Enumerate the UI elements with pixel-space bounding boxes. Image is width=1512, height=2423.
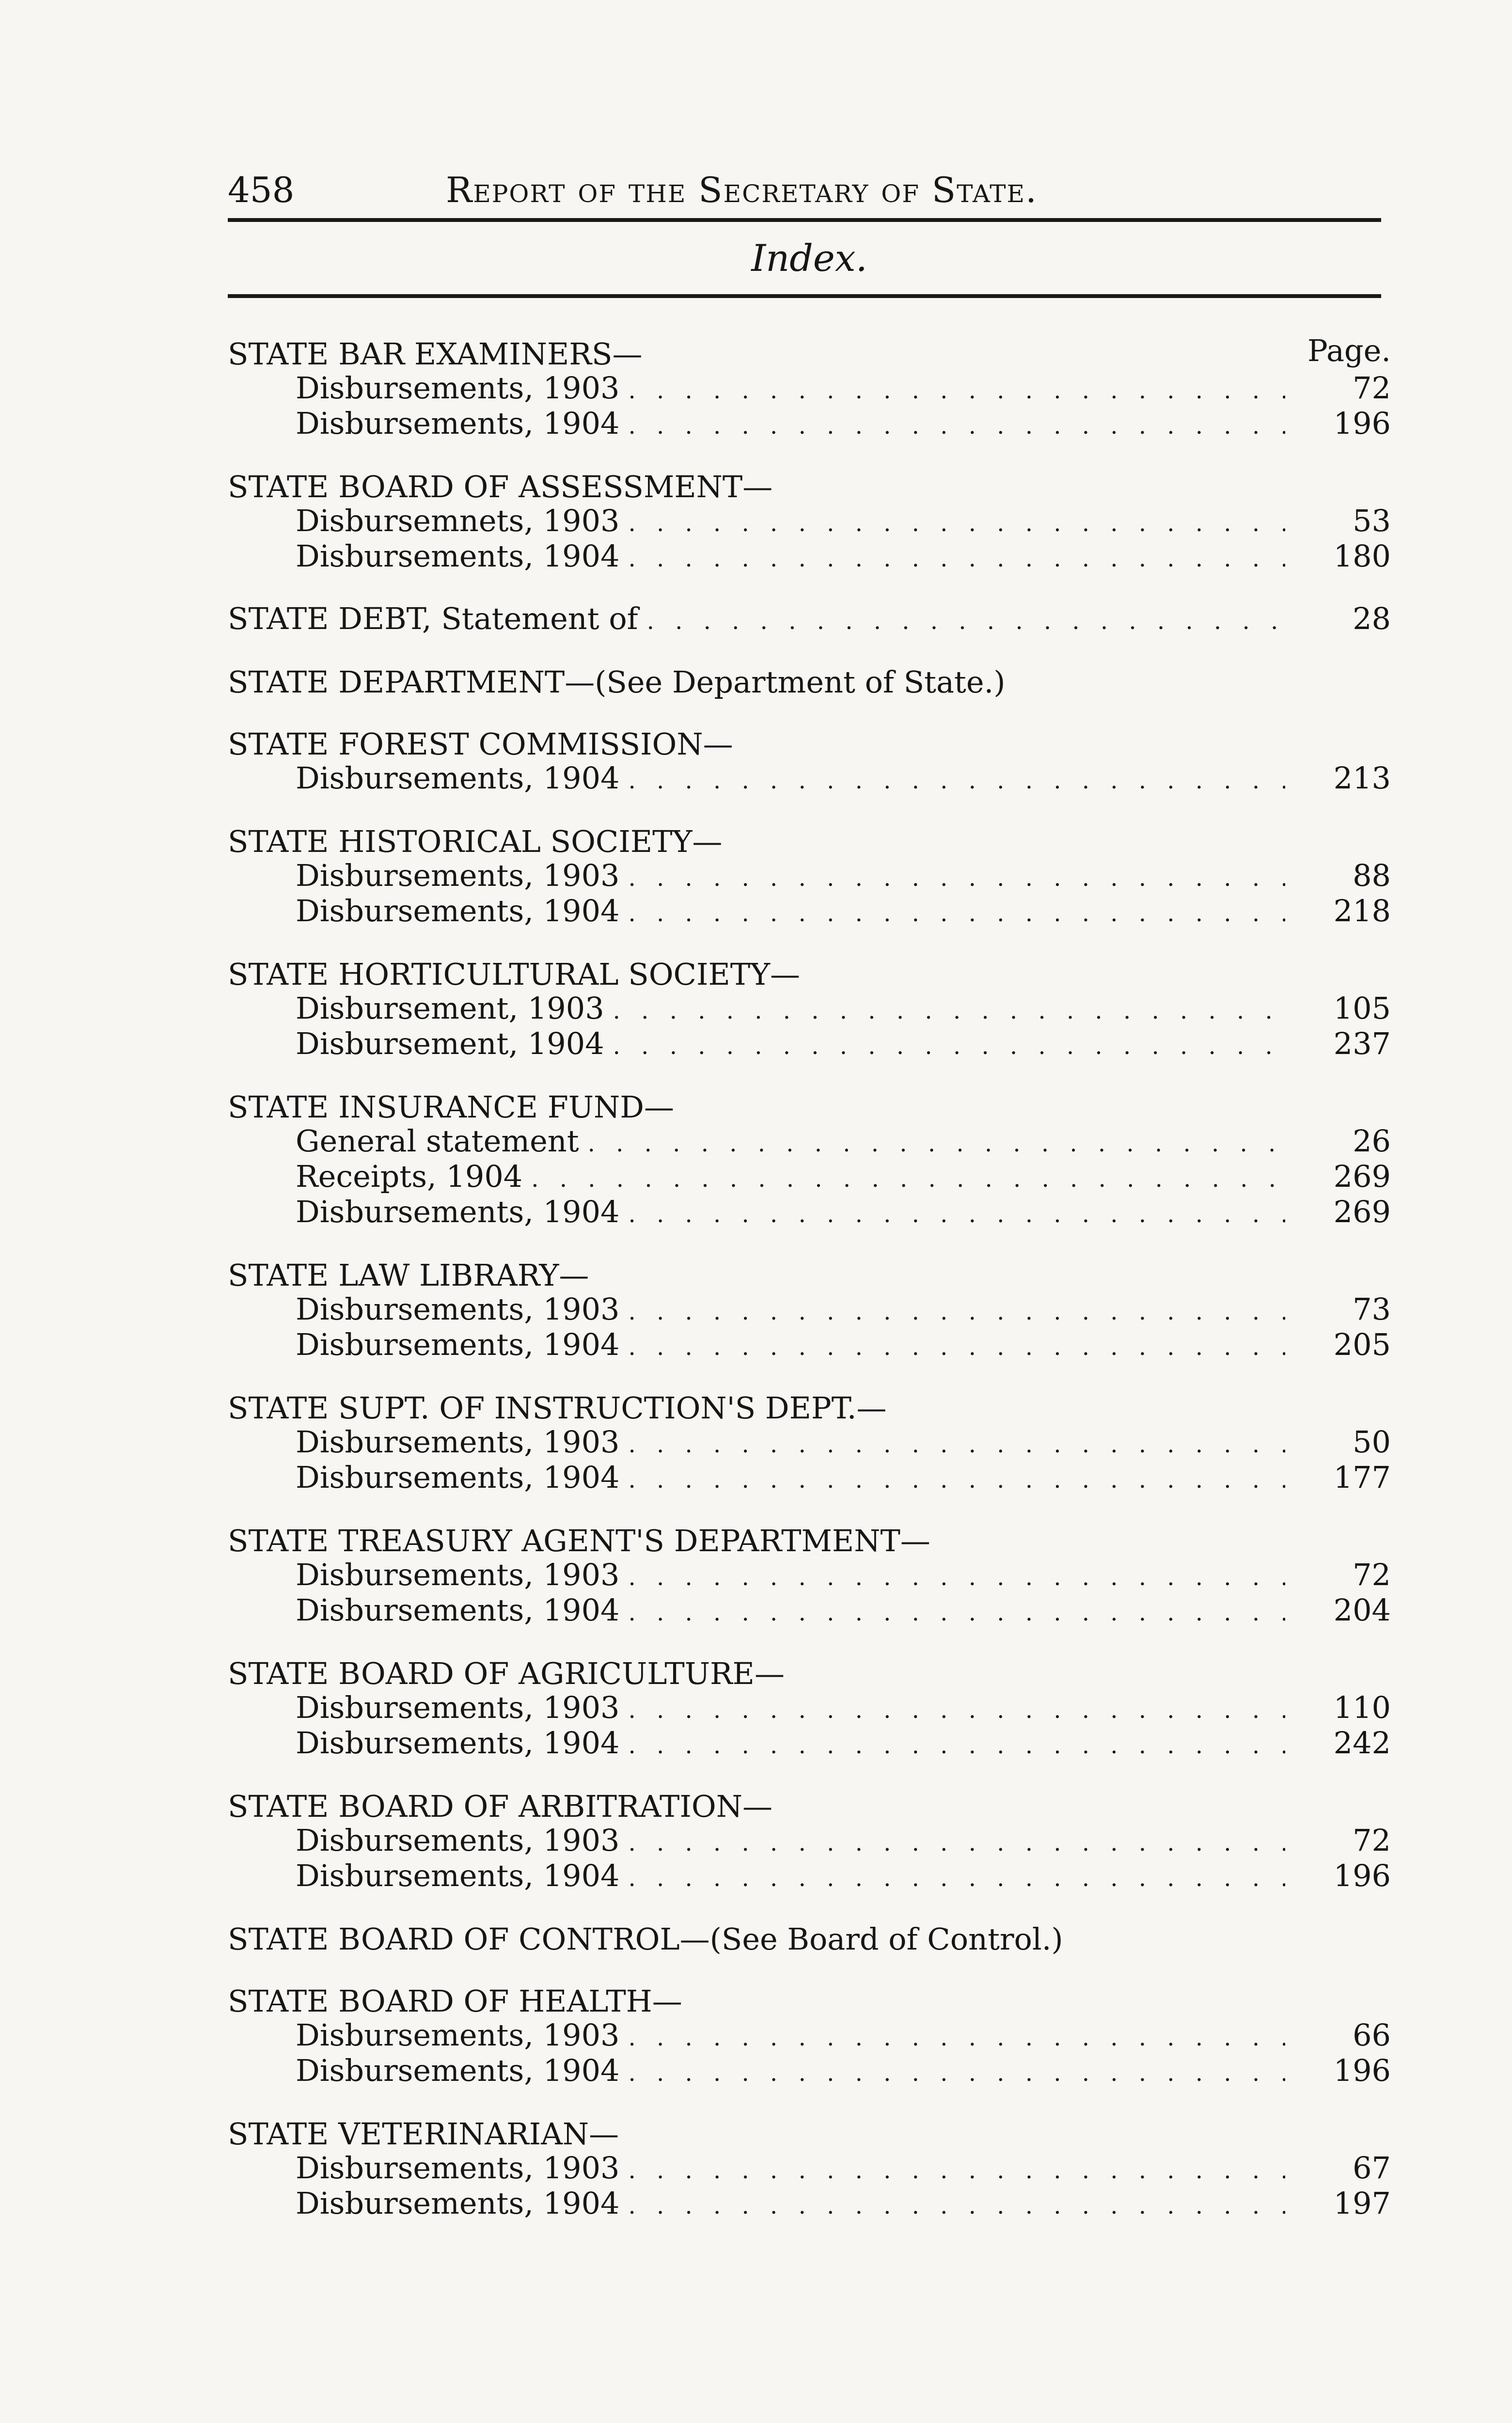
index-entry (228, 727, 1391, 797)
index-subentry (228, 1160, 1391, 1196)
dot-leader (628, 2057, 1285, 2090)
top-rule (228, 218, 1381, 222)
dot-leader (628, 1295, 1285, 1328)
entry-heading: STATE BOARD OF ASSESSMENT— (228, 469, 773, 504)
dot-leader (628, 542, 1285, 575)
index-entry (228, 1922, 1391, 1957)
page-ref: 50 (1353, 1424, 1391, 1460)
dot-leader (628, 1198, 1285, 1231)
entry-heading: STATE SUPT. OF INSTRUCTION'S DEPT.— (228, 1390, 887, 1426)
index-subentry (228, 2187, 1391, 2222)
subentry-text: Disbursement, 1903 (296, 991, 604, 1026)
page-ref: 72 (1353, 1823, 1391, 1858)
dot-leader (628, 409, 1285, 442)
running-title: Report of the Secretary of State. (446, 170, 1038, 210)
page-ref: 72 (1353, 1557, 1391, 1592)
index-entry (228, 602, 1391, 638)
page-ref: 73 (1353, 1291, 1391, 1327)
dot-leader (628, 1729, 1285, 1762)
index-subentry (228, 2152, 1391, 2187)
page-ref: 205 (1333, 1327, 1391, 1362)
dot-leader (628, 1561, 1285, 1594)
document-page (228, 160, 1391, 2341)
page-ref: 204 (1333, 1592, 1391, 1628)
running-header (228, 160, 1391, 218)
page-ref: 197 (1333, 2186, 1391, 2221)
index-subentry (228, 1426, 1391, 1461)
subentry-text: Disbursements, 1904 (296, 1858, 620, 1893)
subentry-text: Disbursements, 1904 (296, 1194, 620, 1229)
index-entry (228, 957, 1391, 1063)
dot-leader (647, 605, 1285, 638)
page-ref: 180 (1333, 538, 1391, 574)
index-entry (228, 1524, 1391, 1629)
dot-leader (628, 1331, 1285, 1364)
index-entry (228, 1258, 1391, 1364)
index-subentry (228, 1293, 1391, 1328)
page-ref: 196 (1333, 406, 1391, 441)
page-ref: 53 (1353, 503, 1391, 538)
subentry-text: Disbursements, 1903 (296, 858, 620, 893)
entry-heading: STATE BOARD OF CONTROL—(See Board of Control.) (228, 1921, 1063, 1957)
index-subentry (228, 1859, 1391, 1895)
subentry-text: Disbursements, 1904 (296, 1327, 620, 1362)
index-subentry (228, 895, 1391, 930)
page-ref: 105 (1333, 991, 1391, 1026)
entry-heading: STATE BOARD OF HEALTH— (228, 1983, 682, 2019)
index-subentry (228, 2054, 1391, 2090)
subentry-text: Disbursements, 1904 (296, 893, 620, 928)
subentry-text: Disbursements, 1903 (296, 2150, 620, 2186)
entry-heading: STATE BAR EXAMINERS— (228, 336, 643, 372)
dot-leader (628, 2154, 1285, 2187)
page-ref: 269 (1333, 1194, 1391, 1229)
subentry-text: Disbursements, 1903 (296, 1690, 620, 1725)
dot-leader (628, 2189, 1285, 2222)
page-ref: 237 (1333, 1026, 1391, 1061)
index-subentry (228, 1824, 1391, 1859)
page-ref: 213 (1333, 760, 1391, 796)
page-ref: 196 (1333, 2053, 1391, 2088)
entry-heading: STATE HISTORICAL SOCIETY— (228, 824, 723, 859)
page-ref: 110 (1333, 1690, 1391, 1725)
dot-leader (613, 994, 1285, 1027)
subentry-text: Disbursemnets, 1903 (296, 503, 620, 538)
index-entry (228, 824, 1391, 930)
dot-leader (531, 1163, 1285, 1196)
dot-leader (628, 1428, 1285, 1461)
index-subentry (228, 1196, 1391, 1231)
index-entries (228, 337, 1391, 2222)
page-ref: 67 (1353, 2150, 1391, 2186)
entry-heading: STATE LAW LIBRARY— (228, 1258, 589, 1293)
index-subentry (228, 1125, 1391, 1160)
index-subentry (228, 1328, 1391, 1364)
page-ref: 66 (1353, 2017, 1391, 2053)
subentry-text: Disbursements, 1903 (296, 1823, 620, 1858)
entry-heading: STATE DEBT, Statement of (228, 601, 638, 636)
page-ref: 28 (1353, 601, 1391, 636)
dot-leader (628, 1694, 1285, 1727)
index-entry (228, 337, 1391, 442)
subentry-text: Disbursements, 1903 (296, 1557, 620, 1592)
dot-leader (628, 764, 1285, 797)
page-ref: 177 (1333, 1460, 1391, 1495)
subentry-text: Disbursements, 1904 (296, 760, 620, 796)
index-subentry (228, 1727, 1391, 1762)
page-ref: 88 (1353, 858, 1391, 893)
index-subentry (228, 372, 1391, 407)
subentry-text: Disbursements, 1903 (296, 2017, 620, 2053)
dot-leader (628, 1596, 1285, 1629)
page-ref: 196 (1333, 1858, 1391, 1893)
subentry-text: General statement (296, 1123, 579, 1159)
page-ref: 242 (1333, 1725, 1391, 1761)
page-ref: 72 (1353, 370, 1391, 406)
index-subentry (228, 762, 1391, 797)
subentry-text: Disbursements, 1904 (296, 1725, 620, 1761)
entry-heading: STATE TREASURY AGENT'S DEPARTMENT— (228, 1523, 930, 1558)
subentry-text: Disbursements, 1904 (296, 2186, 620, 2221)
subentry-text: Disbursements, 1903 (296, 370, 620, 406)
index-subentry (228, 1461, 1391, 1496)
index-subentry (228, 1027, 1391, 1063)
index-subentry (228, 859, 1391, 895)
subentry-text: Disbursements, 1904 (296, 1460, 620, 1495)
index-subentry (228, 2019, 1391, 2054)
entry-heading: STATE BOARD OF AGRICULTURE— (228, 1656, 785, 1691)
index-entry (228, 470, 1391, 575)
subentry-text: Receipts, 1904 (296, 1159, 523, 1194)
section-title: Index. (751, 236, 867, 280)
dot-leader (628, 1826, 1285, 1859)
index-subentry (228, 504, 1391, 540)
dot-leader (628, 1463, 1285, 1496)
page-number: 458 (228, 170, 295, 210)
subentry-text: Disbursements, 1904 (296, 406, 620, 441)
page-column-label: Page. (1307, 333, 1391, 368)
index-subentry (228, 1594, 1391, 1629)
page-ref: 218 (1333, 893, 1391, 928)
dot-leader (613, 1030, 1285, 1063)
dot-leader (628, 2021, 1285, 2054)
index-subentry (228, 540, 1391, 575)
dot-leader (628, 374, 1285, 407)
page-ref: 269 (1333, 1159, 1391, 1194)
index-entry (228, 1656, 1391, 1762)
subentry-text: Disbursements, 1904 (296, 2053, 620, 2088)
index-entry (228, 665, 1391, 700)
entry-heading: STATE VETERINARIAN— (228, 2116, 619, 2152)
index-entry (228, 1090, 1391, 1231)
index-entry (228, 2117, 1391, 2222)
dot-leader (588, 1127, 1285, 1160)
subentry-text: Disbursements, 1903 (296, 1291, 620, 1327)
bottom-rule (228, 294, 1381, 298)
subentry-text: Disbursement, 1904 (296, 1026, 604, 1061)
dot-leader (628, 897, 1285, 930)
dot-leader (628, 1862, 1285, 1895)
entry-heading: STATE FOREST COMMISSION— (228, 726, 733, 762)
index-entry (228, 1391, 1391, 1496)
page-ref: 26 (1353, 1123, 1391, 1159)
index-subentry (228, 1558, 1391, 1594)
subentry-text: Disbursements, 1903 (296, 1424, 620, 1460)
index-list (228, 333, 1391, 2222)
index-subentry (228, 1691, 1391, 1727)
index-entry (228, 1789, 1391, 1895)
entry-heading: STATE HORTICULTURAL SOCIETY— (228, 957, 800, 992)
entry-heading: STATE BOARD OF ARBITRATION— (228, 1789, 772, 1824)
index-subentry (228, 992, 1391, 1027)
subentry-text: Disbursements, 1904 (296, 538, 620, 574)
dot-leader (628, 862, 1285, 895)
subentry-text: Disbursements, 1904 (296, 1592, 620, 1628)
entry-heading-line (228, 602, 1391, 638)
dot-leader (628, 507, 1285, 540)
entry-heading: STATE DEPARTMENT—(See Department of State.) (228, 664, 1006, 700)
entry-heading: STATE INSURANCE FUND— (228, 1089, 674, 1125)
index-subentry (228, 407, 1391, 442)
index-entry (228, 1984, 1391, 2090)
